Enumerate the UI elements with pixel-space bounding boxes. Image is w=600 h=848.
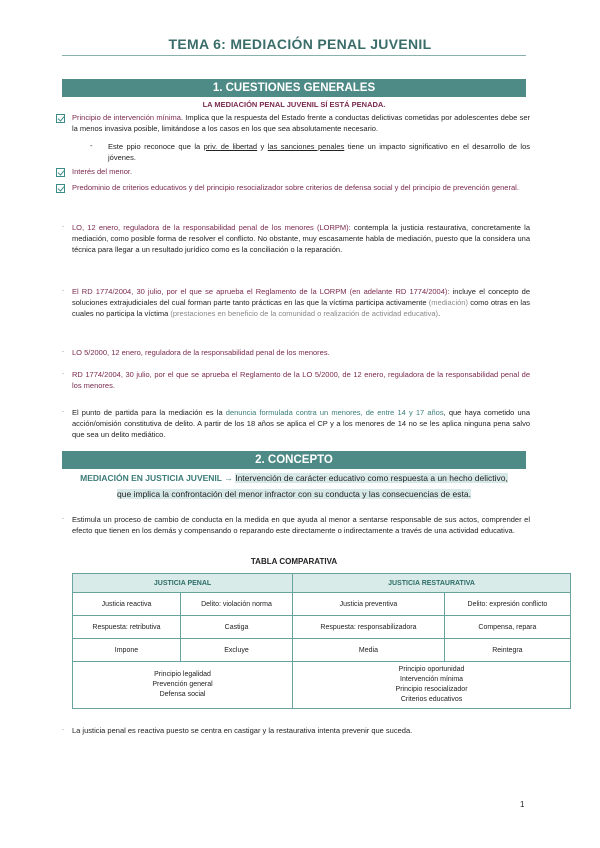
table-cell: Media bbox=[293, 639, 445, 662]
principles-penal bbox=[73, 662, 293, 709]
section-heading-concepto: 2. CONCEPTO bbox=[62, 451, 526, 469]
principles-restaurativa bbox=[293, 662, 571, 709]
principle-item: Criterios educativos bbox=[400, 696, 463, 703]
closing-paragraph: La justicia penal es reactiva puesto se centra en castigar y la restaurativa intenta prevenir que suceda. bbox=[72, 726, 413, 735]
table-row bbox=[73, 639, 571, 662]
checkbox-icon bbox=[56, 168, 65, 177]
definition-text-1: Intervención de carácter educativo como respuesta a un hecho delictivo, bbox=[235, 473, 508, 483]
law-aside-1: (mediación) bbox=[428, 298, 468, 307]
table-title: TABLA COMPARATIVA bbox=[250, 557, 338, 566]
section-heading-cuestiones-generales: 1. CUESTIONES GENERALES bbox=[62, 79, 526, 97]
table-cell: Reintegra bbox=[444, 639, 570, 662]
bullet-dot: . bbox=[62, 286, 64, 293]
checkbox-icon bbox=[56, 184, 65, 193]
header-justicia-penal: JUSTICIA PENAL bbox=[73, 574, 293, 593]
principle-lead: Principio de intervención mínima bbox=[72, 113, 181, 122]
arrow-icon: → bbox=[221, 473, 236, 483]
law-lo-5-2000: LO 5/2000, 12 enero, reguladora de la responsabilidad penal de los menores. bbox=[72, 348, 330, 357]
page-number: 1 bbox=[520, 800, 525, 809]
principle-intervencion-minima bbox=[72, 112, 530, 134]
table-cell: Impone bbox=[73, 639, 181, 662]
law-lorpm bbox=[72, 222, 530, 255]
sub-bullet-text-b: y bbox=[257, 142, 268, 151]
start-text-b: , que haya cometido una acción/omisión constitutiva de delito. A partir de los 18 años se aplica el CP y a los menores de 14 no se les aplica ninguna pena salvo que sea un delito mediático. bbox=[72, 408, 530, 439]
principle-text: . Implica que la respuesta del Estado frente a conductas delictivas cometidas por adolescentes debe ser la menos invasiva posible, limitándose a los casos en los que sea absolutamente necesario. bbox=[72, 113, 531, 133]
checkbox-icon bbox=[56, 114, 65, 123]
table-cell: Delito: expresión conflicto bbox=[444, 593, 570, 616]
sub-bullet-text-a: Este ppio reconoce que la bbox=[108, 142, 204, 151]
comparison-table bbox=[72, 573, 571, 709]
sub-bullet-privacion bbox=[108, 141, 530, 163]
bullet-dot: . bbox=[62, 725, 64, 732]
law-text-b: como otras en las cuales no participa la víctima bbox=[72, 298, 531, 318]
table-row bbox=[73, 593, 571, 616]
bullet-dot: . bbox=[62, 222, 64, 229]
principle-item: Principio legalidad bbox=[154, 671, 211, 678]
start-highlight: denuncia formulada contra un menores, de entre 14 y 17 años bbox=[225, 408, 444, 417]
law-rd-1774 bbox=[72, 286, 530, 319]
table-cell: Justicia reactiva bbox=[73, 593, 181, 616]
definition-line-2 bbox=[62, 488, 526, 501]
table-cell: Delito: violación norma bbox=[180, 593, 292, 616]
document-title: TEMA 6: MEDIACIÓN PENAL JUVENIL bbox=[168, 36, 432, 52]
title-divider bbox=[62, 55, 526, 56]
table-cell: Respuesta: responsabilizadora bbox=[293, 616, 445, 639]
table-cell: Excluye bbox=[180, 639, 292, 662]
principle-interes-menor: Interés del menor. bbox=[72, 167, 133, 176]
concept-paragraph: Estimula un proceso de cambio de conducta en la medida en que ayuda al menor a sentarse responsable de sus actos, comprender el efecto que tienen en los demás y compensando o reparando este directamente o indirectamente a través de una actividad educativa. bbox=[72, 515, 530, 535]
law-aside-2: (prestaciones en beneficio de la comunidad o realización de actividad educativa) bbox=[170, 309, 439, 318]
sub-bullet-underline-2: las sanciones penales bbox=[267, 142, 345, 151]
principle-item: Principio oportunidad bbox=[398, 666, 465, 673]
dash-bullet: - bbox=[90, 141, 93, 150]
law-text: contempla la justicia restaurativa, concretamente la mediación, como posible forma de resolver el conflicto. No obstante, muy escasamente habla de mediación, puesto que la considera una técnica para llegar a un resultado jurídico como es la conciliación o la reparación. bbox=[72, 223, 530, 254]
principle-item: Defensa social bbox=[159, 691, 206, 698]
table-cell: Castiga bbox=[180, 616, 292, 639]
bullet-dot: . bbox=[62, 347, 64, 354]
sub-bullet-underline-1: priv. de libertad bbox=[203, 142, 258, 151]
principle-item: Prevención general bbox=[152, 681, 213, 688]
definition-lead: MEDIACIÓN EN JUSTICIA JUVENIL bbox=[80, 473, 222, 483]
start-text-a: El punto de partida para la mediación es la bbox=[72, 408, 226, 417]
section-subheading: LA MEDIACIÓN PENAL JUVENIL SÍ ESTÁ PENADA. bbox=[202, 100, 386, 109]
bullet-dot: . bbox=[62, 514, 64, 521]
table-header-row bbox=[73, 574, 571, 593]
definition-text-2: que implica la confrontación del menor infractor con su conducta y las consecuencias de esta. bbox=[117, 489, 471, 499]
table-cell: Respuesta: retributiva bbox=[73, 616, 181, 639]
starting-point-paragraph bbox=[72, 407, 530, 440]
principle-criterios-educativos: Predominio de criterios educativos y del principio resocializador sobre criterios de defensa social y del principio de prevención general. bbox=[72, 183, 519, 192]
definition-line-1 bbox=[62, 472, 526, 485]
sub-bullet-text-c: tiene un impacto significativo en el desarrollo de los jóvenes. bbox=[108, 142, 530, 162]
table-row bbox=[73, 616, 571, 639]
bullet-dot: . bbox=[62, 407, 64, 414]
table-cell: Justicia preventiva bbox=[293, 593, 445, 616]
law-lead: LO, 12 enero, reguladora de la responsabilidad penal de los menores (LORPM): bbox=[72, 223, 351, 232]
law-text-a: incluye el concepto de soluciones extrajudiciales del cual forman parte tanto prácticas en las que la víctima participa activamente bbox=[72, 287, 530, 307]
law-rd-reglamento: RD 1774/2004, 30 julio, por el que se aprueba el Reglamento de la LO 5/2000, de 12 enero, reguladora de la responsabilidad penal de los menores. bbox=[72, 370, 530, 390]
table-cell: Compensa, repara bbox=[444, 616, 570, 639]
header-justicia-restaurativa: JUSTICIA RESTAURATIVA bbox=[293, 574, 571, 593]
principle-item: Intervención mínima bbox=[400, 676, 464, 683]
law-text-c: . bbox=[438, 309, 441, 318]
law-lead: El RD 1774/2004, 30 julio, por el que se aprueba el Reglamento de la LORPM (en adelante RD 1774/2004): bbox=[72, 287, 450, 296]
table-principles-row bbox=[73, 662, 571, 709]
bullet-dot: . bbox=[62, 369, 64, 376]
principle-item: Principio resocializador bbox=[395, 686, 468, 693]
